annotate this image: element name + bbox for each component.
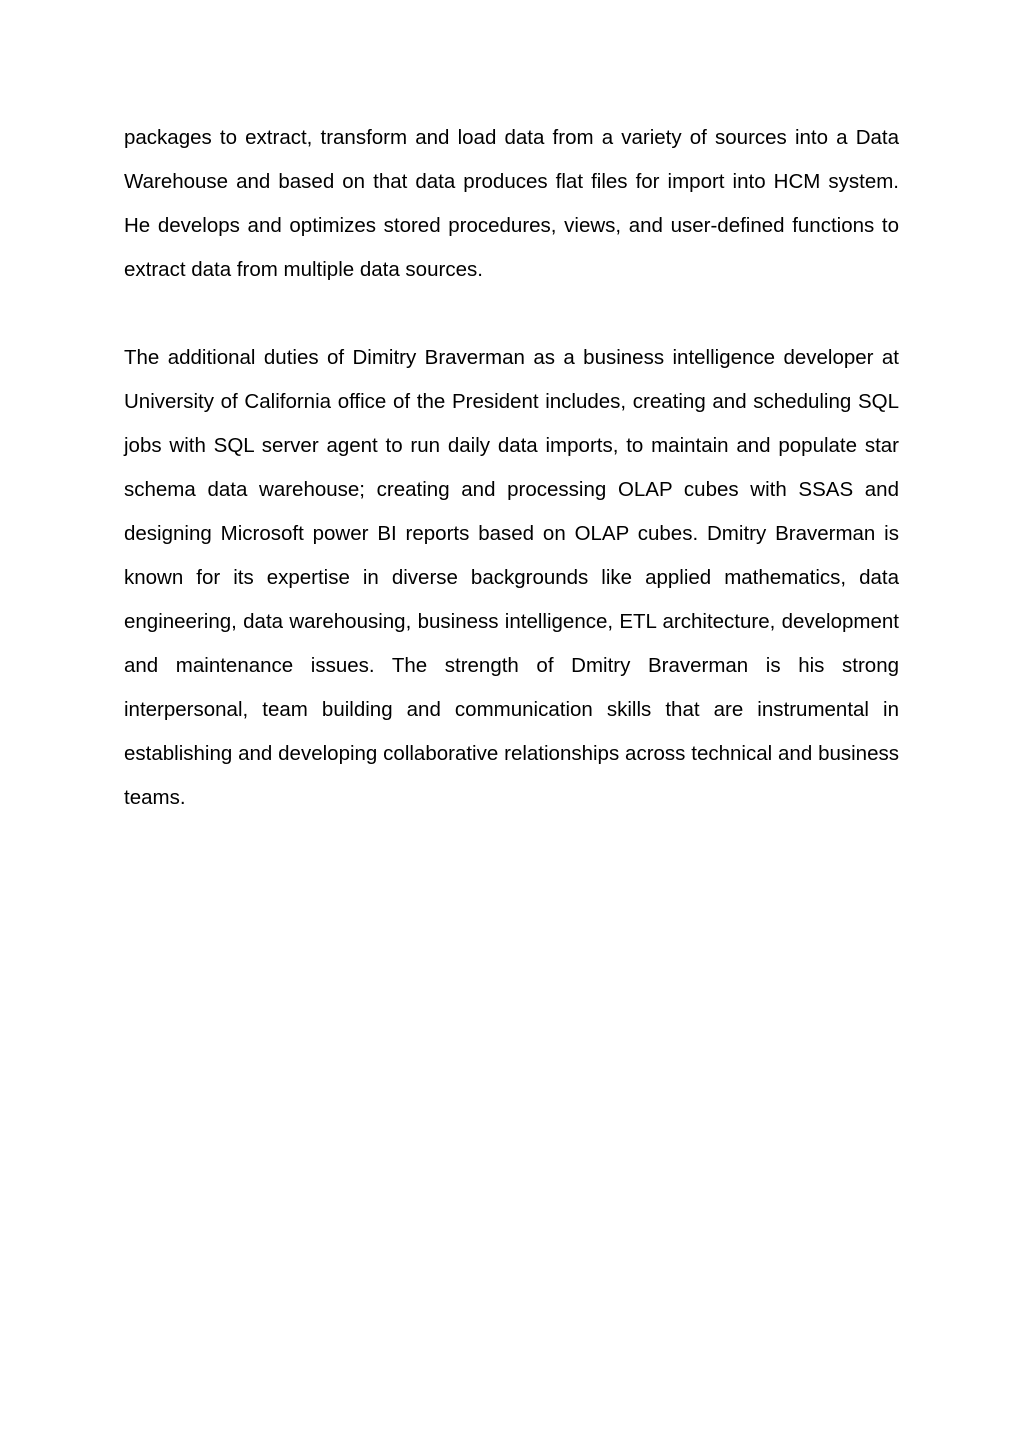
paragraph-1: packages to extract, transform and load data from a variety of sources into a Data Warehouse and based on that data produces flat files for import into HCM system. He develops and optimizes stored procedures, views, and user-defined functions to extract data from multiple data sources.: [124, 126, 899, 281]
paragraph-2: The additional duties of Dimitry Braverman as a business intelligence developer at University of California office of the President includes, creating and scheduling SQL jobs with SQL server agent to run daily data imports, to maintain and populate star schema data warehouse; creating and processing OLAP cubes with SSAS and designing Microsoft power BI reports based on OLAP cubes. Dmitry Braverman is known for its expertise in diverse backgrounds like applied mathematics, data engineering, data warehousing, business intelligence, ETL architecture, development and maintenance issues. The strength of Dmitry Braverman is his strong interpersonal, team building and communication skills that are instrumental in establishing and developing collaborative relationships across technical and business teams.: [124, 346, 899, 809]
document-body: [124, 116, 899, 820]
